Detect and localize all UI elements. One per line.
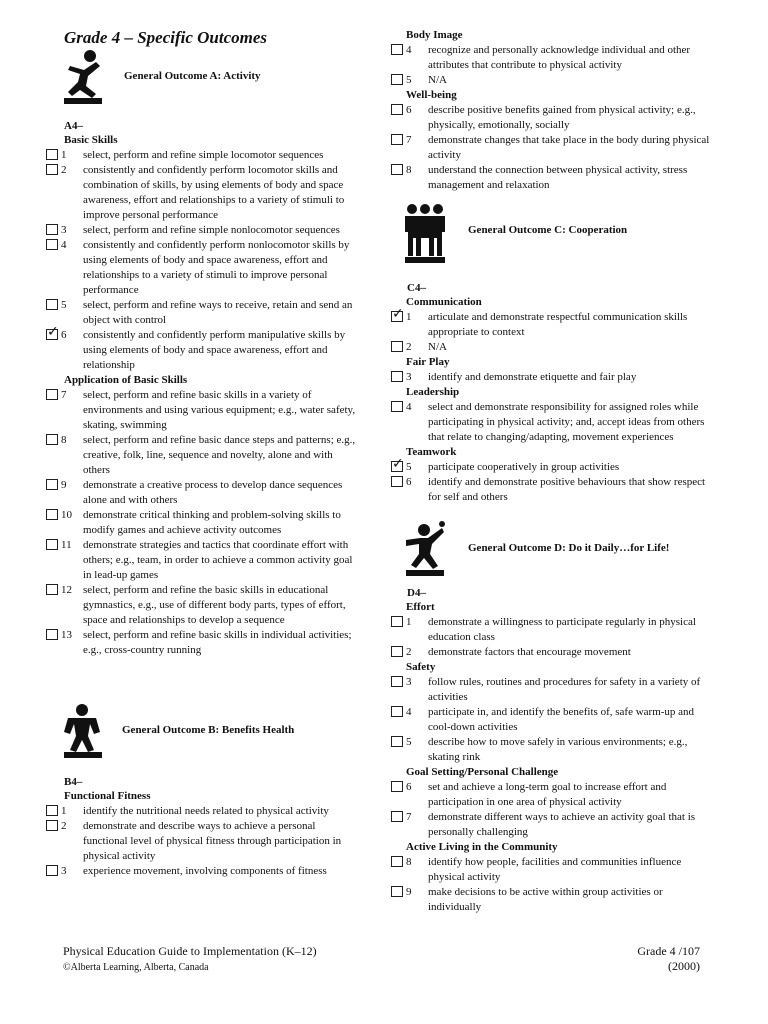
- benefits-health-icon: [62, 702, 104, 758]
- outcome-item: [46, 433, 362, 478]
- outcome-item: [391, 810, 711, 840]
- item-text: consistently and confidently perform nonlocomotor skills by using elements of body and space awareness, effort and relationships to a variety of stimuli to improve personal performance: [83, 239, 350, 296]
- item-text: demonstrate and describe ways to achieve a personal functional level of physical fitness through participation in physical activity: [83, 820, 342, 862]
- item-checkbox[interactable]: [391, 706, 403, 717]
- outcome-item: [46, 508, 362, 538]
- item-number: 3: [406, 371, 412, 383]
- item-text: identify and demonstrate positive behaviours that show respect for self and others: [428, 476, 706, 503]
- outcome-b-label: General Outcome B: Benefits Health: [122, 724, 295, 736]
- outcome-item: [391, 735, 711, 765]
- item-text: set and achieve a long-term goal to increase effort and participation in one area of physical activity: [428, 781, 667, 808]
- section-heading: Basic Skills: [64, 134, 118, 146]
- item-number: 2: [61, 164, 67, 176]
- outcome-c-header: [404, 202, 627, 258]
- item-checkbox[interactable]: [46, 509, 58, 520]
- item-checkbox[interactable]: [391, 886, 403, 897]
- outcome-item: [391, 460, 711, 475]
- outcome-item: [391, 615, 711, 645]
- item-checkbox[interactable]: [46, 539, 58, 550]
- item-text: participate in, and identify the benefits of, safe warm-up and cool-down activities: [428, 706, 695, 733]
- outcome-item: [46, 628, 362, 658]
- outcome-a-list: [46, 133, 362, 658]
- section-heading: Application of Basic Skills: [64, 374, 188, 386]
- item-checkbox[interactable]: [391, 311, 403, 322]
- item-text: demonstrate a creative process to develop dance sequences alone and with others: [83, 479, 343, 506]
- item-checkbox[interactable]: [46, 865, 58, 876]
- outcome-item: [391, 400, 711, 445]
- item-text: describe how to move safely in various environments; e.g., skating rink: [428, 736, 688, 763]
- item-number: 3: [61, 865, 67, 877]
- outcome-item: [391, 103, 711, 133]
- item-checkbox[interactable]: [391, 74, 403, 85]
- item-checkbox[interactable]: [391, 476, 403, 487]
- item-text: demonstrate critical thinking and problem-solving skills to modify games and achieve activity outcomes: [83, 509, 341, 536]
- item-checkbox[interactable]: [46, 479, 58, 490]
- item-text: follow rules, routines and procedures for safety in a variety of activities: [428, 676, 701, 703]
- outcome-c-list: [391, 295, 711, 505]
- item-checkbox[interactable]: [391, 811, 403, 822]
- outcome-item: [46, 163, 362, 223]
- item-text: recognize and personally acknowledge individual and other attributes that contribute to physical activity: [428, 44, 691, 71]
- outcome-item: [46, 538, 362, 583]
- section-heading: Leadership: [406, 386, 460, 398]
- item-number: 4: [406, 706, 412, 718]
- footer-copyright: ©Alberta Learning, Alberta, Canada: [63, 962, 209, 973]
- outcome-item: [391, 163, 711, 193]
- item-text: demonstrate different ways to achieve an activity goal that is personally challenging: [428, 811, 696, 838]
- outcome-c-label: General Outcome C: Cooperation: [468, 224, 628, 236]
- item-checkbox[interactable]: [391, 44, 403, 55]
- item-checkbox[interactable]: [46, 299, 58, 310]
- item-number: 8: [61, 434, 67, 446]
- item-number: 8: [406, 856, 412, 868]
- item-number: 5: [61, 299, 67, 311]
- outcome-item: [46, 328, 362, 373]
- item-number: 1: [61, 149, 67, 161]
- item-number: 1: [61, 805, 67, 817]
- item-number: 5: [406, 461, 412, 473]
- item-checkbox[interactable]: [46, 389, 58, 400]
- item-text: N/A: [428, 74, 447, 86]
- outcome-item: [391, 475, 711, 505]
- outcome-a-label: General Outcome A: Activity: [124, 70, 261, 82]
- item-checkbox[interactable]: [46, 584, 58, 595]
- section-heading: Well-being: [406, 89, 457, 101]
- item-text: experience movement, involving components of fitness: [83, 865, 327, 877]
- item-text: select, perform and refine the basic skills in educational gymnastics, e.g., use of different body parts, types of effort, space and relationships to develop a sequence: [83, 584, 346, 626]
- item-text: select, perform and refine basic dance steps and patterns; e.g., creative, folk, line, sequence and novelty, alone and with others: [83, 434, 356, 476]
- outcome-a-code: A4–: [64, 120, 83, 132]
- item-number: 1: [406, 311, 412, 323]
- item-number: 7: [406, 811, 412, 823]
- item-number: 1: [406, 616, 412, 628]
- section-heading: Communication: [406, 296, 482, 308]
- outcome-item: [391, 133, 711, 163]
- item-checkbox[interactable]: [391, 401, 403, 412]
- item-text: select, perform and refine basic skills in individual activities; e.g., cross-country running: [83, 629, 352, 656]
- item-text: demonstrate strategies and tactics that coordinate effort with others; e.g., team, in order to achieve a common activity goal in lead-up games: [83, 539, 353, 581]
- item-number: 9: [61, 479, 67, 491]
- item-checkbox[interactable]: [46, 224, 58, 235]
- item-text: demonstrate factors that encourage movement: [428, 646, 631, 658]
- outcome-b-list-right: [391, 28, 711, 193]
- footer-guide: Physical Education Guide to Implementation (K–12): [63, 944, 317, 958]
- footer-page: Grade 4 /107: [637, 944, 700, 958]
- item-text: understand the connection between physical activity, stress management and relaxation: [428, 164, 688, 191]
- outcome-item: [46, 148, 362, 163]
- item-number: 12: [61, 584, 72, 596]
- outcome-b-list-left: [46, 789, 362, 879]
- outcome-d-label: General Outcome D: Do it Daily…for Life!: [468, 542, 670, 554]
- item-checkbox[interactable]: [391, 646, 403, 657]
- item-checkbox[interactable]: [46, 164, 58, 175]
- outcome-d-code: D4–: [407, 587, 426, 599]
- outcome-item: [391, 370, 711, 385]
- outcome-item: [46, 388, 362, 433]
- item-text: select, perform and refine simple locomotor sequences: [83, 149, 324, 161]
- item-checkbox[interactable]: [391, 781, 403, 792]
- item-checkbox[interactable]: [46, 820, 58, 831]
- item-number: 4: [61, 239, 67, 251]
- item-checkbox[interactable]: [391, 164, 403, 175]
- item-number: 11: [61, 539, 72, 551]
- item-checkbox[interactable]: [391, 461, 403, 472]
- footer-right: [600, 944, 700, 974]
- section-heading: Active Living in the Community: [406, 841, 558, 853]
- item-number: 9: [406, 886, 412, 898]
- outcome-item: [46, 804, 362, 819]
- section-heading: Safety: [406, 661, 436, 673]
- item-text: identify how people, facilities and communities influence physical activity: [428, 856, 682, 883]
- item-number: 5: [406, 736, 412, 748]
- item-text: make decisions to be active within group activities or individually: [428, 886, 663, 913]
- item-number: 8: [406, 164, 412, 176]
- item-checkbox[interactable]: [46, 434, 58, 445]
- item-number: 6: [406, 781, 412, 793]
- outcome-item: [46, 819, 362, 864]
- item-number: 7: [406, 134, 412, 146]
- item-text: select, perform and refine basic skills in a variety of environments and using various equipment; e.g., water safety, skating, swimming: [83, 389, 356, 431]
- item-number: 7: [61, 389, 67, 401]
- item-text: participate cooperatively in group activities: [428, 461, 620, 473]
- outcome-item: [391, 645, 711, 660]
- section-heading: Body Image: [406, 29, 463, 41]
- item-text: consistently and confidently perform locomotor skills and combination of skills, by using elements of body and space awareness, effort and relationships to a variety of stimuli to improve personal performance: [83, 164, 345, 221]
- outcome-item: [391, 780, 711, 810]
- item-number: 5: [406, 74, 412, 86]
- item-text: demonstrate a willingness to participate regularly in physical education class: [428, 616, 696, 643]
- section-heading: Functional Fitness: [64, 790, 151, 802]
- item-number: 3: [406, 676, 412, 688]
- outcome-item: [391, 73, 711, 88]
- page-title: Grade 4 – Specific Outcomes: [64, 28, 268, 47]
- item-checkbox[interactable]: [391, 676, 403, 687]
- outcome-d-header: [404, 520, 669, 576]
- item-number: 3: [61, 224, 67, 236]
- outcome-d-list: [391, 600, 711, 915]
- item-number: 4: [406, 44, 412, 56]
- activity-icon: [62, 48, 104, 104]
- outcome-item: [46, 298, 362, 328]
- section-heading: Fair Play: [406, 356, 450, 368]
- item-checkbox[interactable]: [46, 149, 58, 160]
- item-number: 13: [61, 629, 72, 641]
- item-checkbox[interactable]: [391, 104, 403, 115]
- item-number: 2: [406, 341, 412, 353]
- item-number: 4: [406, 401, 412, 413]
- item-checkbox[interactable]: [391, 856, 403, 867]
- item-number: 2: [61, 820, 67, 832]
- item-number: 10: [61, 509, 72, 521]
- outcome-b-code: B4–: [64, 776, 83, 788]
- item-number: 2: [406, 646, 412, 658]
- item-checkbox[interactable]: [46, 629, 58, 640]
- item-number: 6: [406, 104, 412, 116]
- outcome-item: [391, 340, 711, 355]
- item-text: select, perform and refine simple nonlocomotor sequences: [83, 224, 340, 236]
- do-it-daily-icon: [404, 520, 446, 576]
- outcome-item: [391, 885, 711, 915]
- item-checkbox[interactable]: [391, 371, 403, 382]
- item-number: 6: [61, 329, 67, 341]
- outcome-item: [46, 223, 362, 238]
- outcome-item: [391, 705, 711, 735]
- outcome-item: [391, 43, 711, 73]
- cooperation-icon: [404, 202, 446, 258]
- item-text: N/A: [428, 341, 447, 353]
- item-text: demonstrate changes that take place in the body during physical activity: [428, 134, 710, 161]
- footer-year: (2000): [668, 959, 700, 973]
- item-text: select and demonstrate responsibility for assigned roles while participating in physical activity; and, accept ideas from others that relate to changing/adapting, movement experiences: [428, 401, 705, 443]
- outcome-item: [46, 478, 362, 508]
- item-text: select, perform and refine ways to receive, retain and send an object with control: [83, 299, 353, 326]
- outcome-c-code: C4–: [407, 282, 426, 294]
- item-text: articulate and demonstrate respectful communication skills appropriate to context: [428, 311, 688, 338]
- outcome-item: [46, 864, 362, 879]
- outcome-item: [46, 583, 362, 628]
- section-heading: Teamwork: [406, 446, 457, 458]
- outcome-b-header: [62, 702, 294, 758]
- item-number: 6: [406, 476, 412, 488]
- outcome-item: [46, 238, 362, 298]
- item-text: identify the nutritional needs related to physical activity: [83, 805, 329, 817]
- section-heading: Goal Setting/Personal Challenge: [406, 766, 559, 778]
- item-checkbox[interactable]: [391, 616, 403, 627]
- item-text: identify and demonstrate etiquette and fair play: [428, 371, 637, 383]
- outcome-item: [391, 675, 711, 705]
- outcome-a-header: [62, 48, 261, 104]
- item-checkbox[interactable]: [46, 805, 58, 816]
- item-text: describe positive benefits gained from physical activity; e.g., physically, emotionally, socially: [428, 104, 696, 131]
- footer-left: [63, 944, 317, 974]
- item-checkbox[interactable]: [391, 134, 403, 145]
- section-heading: Effort: [406, 601, 435, 613]
- item-checkbox[interactable]: [391, 736, 403, 747]
- item-checkbox[interactable]: [391, 341, 403, 352]
- item-checkbox[interactable]: [46, 329, 58, 340]
- outcome-item: [391, 855, 711, 885]
- item-checkbox[interactable]: [46, 239, 58, 250]
- outcome-item: [391, 310, 711, 340]
- item-text: consistently and confidently perform manipulative skills by using elements of body and space awareness, effort and relationship: [83, 329, 346, 371]
